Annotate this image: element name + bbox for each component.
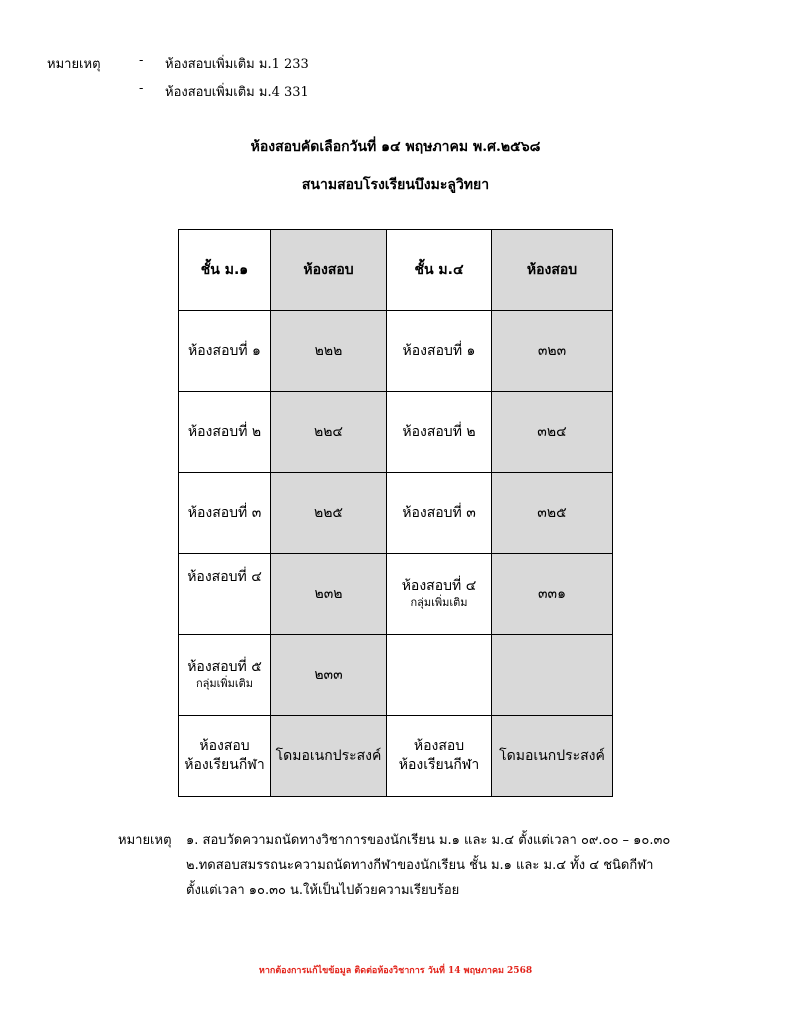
- top-note-dash: -: [139, 81, 144, 96]
- footnote-line: ๒.ทดสอบสมรรถนะความถนัดทางกีฬาของนักเรียน ชั้น ม.๑ และ ม.๔ ทั้ง ๔ ชนิดกีฬา: [186, 858, 654, 873]
- contact-note: หากต้องการแก้ไขข้อมูล ติดต่อห้องวิชาการ วันที่ 14 พฤษภาคม 2568: [258, 966, 533, 976]
- m1-room-number: ๒๒๕: [271, 473, 387, 554]
- header-m1: ชั้น ม.๑: [179, 230, 271, 311]
- m1-room-number: ๒๓๒: [271, 554, 387, 635]
- footnote-line: ๑. สอบวัดความถนัดทางวิชาการของนักเรียน ม.๑ และ ม.๔ ตั้งแต่เวลา ๐๙.๐๐ – ๑๐.๓๐: [186, 833, 671, 848]
- top-note-dash: -: [139, 53, 144, 68]
- table-row: [179, 311, 613, 392]
- m4-room-number: ๓๒๕: [492, 473, 613, 554]
- top-note-item: ห้องสอบเพิ่มเติม ม.4 331: [165, 85, 309, 100]
- page-subtitle: สนามสอบโรงเรียนบึงมะลูวิทยา: [301, 177, 490, 193]
- m4-room-number: ๓๒๓: [492, 311, 613, 392]
- table-row: [179, 392, 613, 473]
- m4-room-number: ๓๒๔: [492, 392, 613, 473]
- m1-room-number: โดมอเนกประสงค์: [271, 716, 387, 797]
- footnote-line: ตั้งแต่เวลา ๑๐.๓๐ น.ให้เป็นไปด้วยความเรียบร้อย: [186, 883, 460, 898]
- exam-room-table: [178, 229, 613, 797]
- m4-room-number: [492, 635, 613, 716]
- m1-room-label: ห้องสอบที่ ๔: [179, 554, 271, 635]
- header-room: ห้องสอบ: [271, 230, 387, 311]
- page-title: ห้องสอบคัดเลือกวันที่ ๑๔ พฤษภาคม พ.ศ.๒๕๖๘: [250, 139, 541, 155]
- m1-room-label: ห้องสอบที่ ๓: [179, 473, 271, 554]
- table-header-row: [179, 230, 613, 311]
- m4-room-label: ห้องสอบที่ ๓: [387, 473, 492, 554]
- m1-room-label: ห้องสอบที่ ๑: [179, 311, 271, 392]
- m4-room-label: ห้องสอบที่ ๒: [387, 392, 492, 473]
- m4-room-number: โดมอเนกประสงค์: [492, 716, 613, 797]
- m1-room-label: ห้องสอบที่ ๕ กลุ่มเพิ่มเติม: [179, 635, 271, 716]
- footnote-label: หมายเหตุ: [118, 833, 172, 848]
- header-m4: ชั้น ม.๔: [387, 230, 492, 311]
- top-note-item: ห้องสอบเพิ่มเติม ม.1 233: [165, 57, 309, 72]
- top-note-label: หมายเหตุ: [47, 57, 101, 72]
- m4-room-label: ห้องสอบที่ ๔ กลุ่มเพิ่มเติม: [387, 554, 492, 635]
- header-room: ห้องสอบ: [492, 230, 613, 311]
- table-row: [179, 473, 613, 554]
- m1-room-label: ห้องสอบที่ ๒: [179, 392, 271, 473]
- m4-room-label: [387, 635, 492, 716]
- table-row: [179, 716, 613, 797]
- m1-room-label: ห้องสอบ ห้องเรียนกีฬา: [179, 716, 271, 797]
- m4-room-label: ห้องสอบ ห้องเรียนกีฬา: [387, 716, 492, 797]
- m4-room-label: ห้องสอบที่ ๑: [387, 311, 492, 392]
- table-row: [179, 635, 613, 716]
- m1-room-number: ๒๒๒: [271, 311, 387, 392]
- m1-room-number: ๒๒๔: [271, 392, 387, 473]
- table-row: [179, 554, 613, 635]
- m4-room-number: ๓๓๑: [492, 554, 613, 635]
- m1-room-number: ๒๓๓: [271, 635, 387, 716]
